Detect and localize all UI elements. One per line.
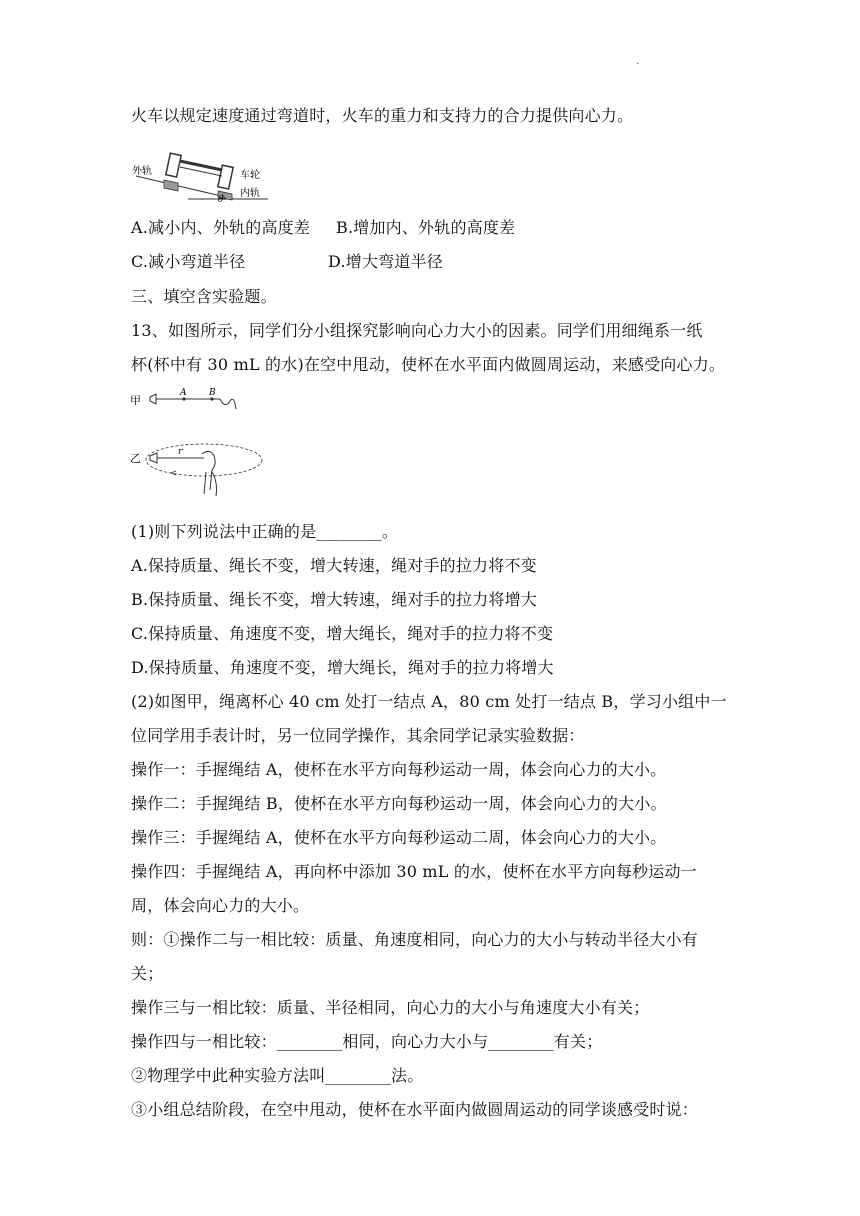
operation-4-line1: 操作四：手握绳结 A，再向杯中添加 30 mL 的水，使杯在水平方向每秒运动一 [131,862,697,881]
figure-yi-label: 乙 [130,452,141,465]
q13-stem-line2: 杯(杯中有 30 mL 的水)在空中甩动，使杯在水平面内做圆周运动，来感受向心力。 [131,355,726,374]
figure-yi [128,432,268,504]
conclusion-summary: ③小组总结阶段，在空中甩动，使杯在水平面内做圆周运动的同学谈感受时说： [131,1100,699,1119]
operation-3: 操作三：手握绳结 A，使杯在水平方向每秒运动二周，体会向心力的大小。 [131,828,667,847]
angle-label: θ [218,195,224,204]
q13-stem-line1: 13、如图所示，同学们分小组探究影响向心力大小的因素。同学们用细绳系一纸 [131,321,703,340]
inner-rail-label: 内轨 [240,188,260,199]
conclusion-method: ②物理学中此种实验方法叫________法。 [131,1066,424,1085]
wheel-label: 车轮 [240,170,260,181]
q13-part1-option-b: B.保持质量、绳长不变，增大转速，绳对手的拉力将增大 [131,590,538,609]
figure-jia [128,386,248,416]
q12-option-b: B.增加内、外轨的高度差 [336,218,516,237]
conclusion-2: 操作三与一相比较：质量、半径相同，向心力的大小与角速度大小有关； [131,998,650,1017]
operation-1: 操作一：手握绳结 A，使杯在水平方向每秒运动一周，体会向心力的大小。 [131,760,667,779]
q13-part1-option-a: A.保持质量、绳长不变，增大转速，绳对手的拉力将不变 [131,556,537,575]
conclusion-1-line2: 关； [131,964,164,983]
conclusion-1-line1: 则：①操作二与一相比较：质量、角速度相同，向心力的大小与转动半径大小有 [131,930,699,949]
figure-jia-label: 甲 [130,394,141,407]
intro-text: 火车以规定速度通过弯道时，火车的重力和支持力的合力提供向心力。 [131,106,634,125]
q13-part1-option-c: C.保持质量、角速度不变，增大绳长，绳对手的拉力将不变 [131,624,554,643]
q13-part2-line2: 位同学用手表计时，另一位同学操作，其余同学记录实验数据： [131,726,585,745]
conclusion-3: 操作四与一相比较：________相同，向心力大小与________有关； [131,1032,603,1051]
banked-track-figure [128,140,278,204]
radius-label: r [178,447,183,457]
q13-part2-line1: (2)如图甲，绳离杯心 40 cm 处打一结点 A，80 cm 处打一结点 B，学习小组中一 [131,692,727,711]
outer-rail-label: 外轨 [132,166,152,177]
header-mark: . [636,56,640,67]
knot-a-label: A [180,388,187,398]
section-3-heading: 三、填空含实验题。 [131,287,277,306]
q13-part1-option-d: D.保持质量、角速度不变，增大绳长，绳对手的拉力将增大 [131,658,554,677]
q13-part1-stem: (1)则下列说法中正确的是________。 [131,522,399,541]
operation-2: 操作二：手握绳结 B，使杯在水平方向每秒运动一周，体会向心力的大小。 [131,794,667,813]
q12-option-d: D.增大弯道半径 [328,252,443,271]
q12-option-c: C.减小弯道半径 [131,252,246,271]
q12-option-a: A.减小内、外轨的高度差 [131,218,311,237]
operation-4-line2: 周，体会向心力的大小。 [131,896,310,915]
knot-b-label: B [209,388,216,398]
